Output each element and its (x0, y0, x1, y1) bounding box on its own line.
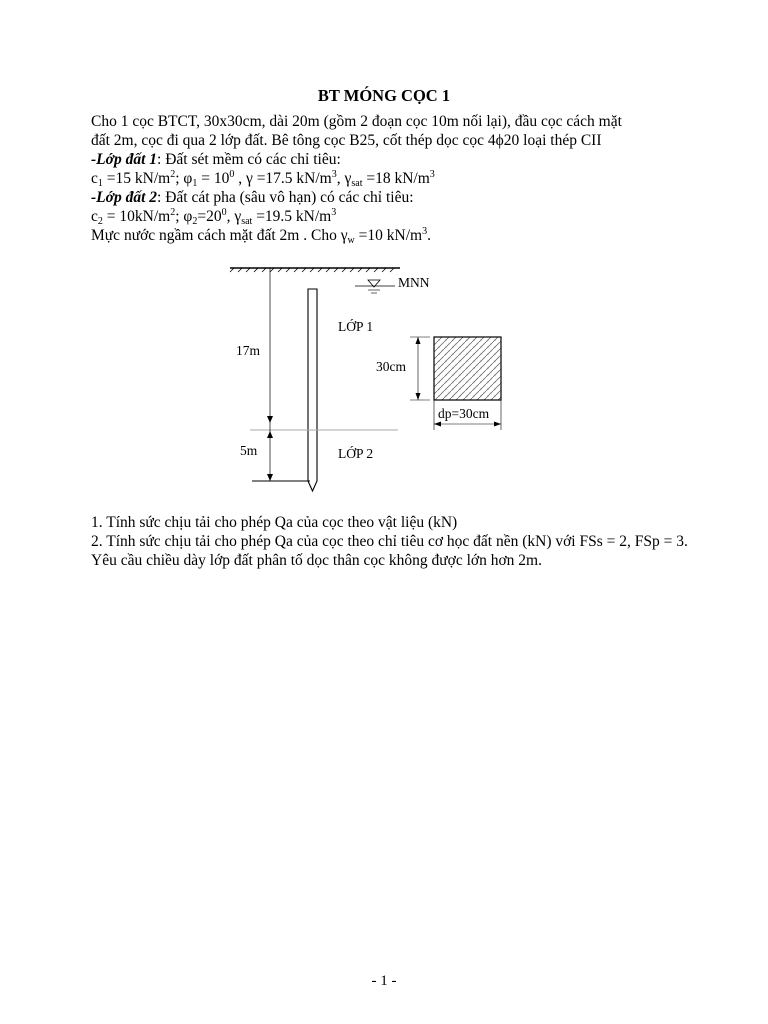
layer-1-parameters (91, 169, 691, 188)
gsat1-symbol: , γ (336, 170, 352, 187)
c2-subscript: 2 (97, 216, 103, 227)
intro-line-2: đất 2m, cọc đi qua 2 lớp đất. Bê tông cọc B25, cốt thép dọc cọc 4ϕ20 loại thép CII (91, 132, 602, 149)
task-item-1: 1. Tính sức chịu tải cho phép Qa của cọc theo vật liệu (kN) (91, 514, 458, 531)
phi2-symbol: ; φ (175, 208, 193, 225)
problem-statement (91, 112, 691, 245)
gsat1-exponent: 3 (429, 169, 435, 180)
gamma1-value: , γ =17.5 kN/m (234, 170, 332, 187)
layer-2-parameters (91, 207, 691, 226)
gsat1-subscript: sat (351, 178, 363, 189)
mnn-label: MNN (398, 275, 430, 290)
groundwater-end: . (427, 227, 431, 244)
layer-2-description: : Đất cát pha (sâu vô hạn) có các chỉ tiêu: (157, 189, 414, 206)
page-number: - 1 - (371, 973, 397, 989)
layer-1-heading (91, 150, 691, 169)
depth-dimension-5m (252, 430, 310, 481)
task-list (91, 513, 691, 570)
c2-value: = 10kN/m (102, 208, 171, 225)
task-item-3: Yêu cầu chiều dày lớp đất phân tố dọc thân cọc không được lớn hơn 2m. (91, 552, 542, 569)
groundwater-line (91, 226, 691, 245)
depth-dimension-17m (267, 268, 273, 430)
ground-surface (230, 268, 400, 272)
gamma-w-subscript: w (347, 235, 355, 246)
c1-symbol: c (91, 170, 98, 187)
phi2-value: =20 (197, 208, 222, 225)
layer-2-tag: -Lớp đất 2 (91, 189, 158, 206)
pile-diagram (220, 258, 520, 498)
layer-1-label: LỚP 1 (338, 319, 374, 334)
layer-1-tag: -Lớp đất 1 (91, 151, 158, 168)
c1-subscript: 1 (97, 178, 103, 189)
phi2-subscript: 2 (192, 216, 198, 227)
section-width-label: dp=30cm (438, 406, 490, 421)
depth-label-5m: 5m (240, 443, 258, 458)
gamma1-exponent: 3 (331, 169, 337, 180)
intro-line-1: Cho 1 cọc BTCT, 30x30cm, dài 20m (gồm 2 đoạn cọc 10m nối lại), đầu cọc cách mặt (91, 113, 622, 130)
phi1-subscript: 1 (192, 178, 198, 189)
groundwater-text: Mực nước ngầm cách mặt đất 2m . Cho γ (91, 227, 348, 244)
task-item-2: 2. Tính sức chịu tải cho phép Qa của cọc theo chỉ tiêu cơ học đất nền (kN) với FSs = 2, FSp = 3. (91, 533, 688, 550)
pile (308, 289, 317, 491)
phi1-exponent: 0 (229, 169, 235, 180)
pile-cross-section (434, 337, 501, 400)
c1-exponent: 2 (170, 169, 176, 180)
gsat2-symbol: , γ (226, 208, 242, 225)
layer-1-description: : Đất sét mềm có các chỉ tiêu: (157, 151, 341, 168)
gsat2-value: =19.5 kN/m (252, 208, 332, 225)
c2-exponent: 2 (170, 207, 176, 218)
gamma-w-exponent: 3 (422, 226, 428, 237)
depth-label-17m: 17m (236, 343, 261, 358)
gsat2-exponent: 3 (331, 207, 337, 218)
phi1-value: = 10 (197, 170, 230, 187)
gsat1-value: =18 kN/m (362, 170, 430, 187)
gsat2-subscript: sat (241, 216, 253, 227)
layer-2-label: LỚP 2 (338, 446, 374, 461)
section-height-dimension (410, 337, 430, 400)
phi1-symbol: ; φ (175, 170, 193, 187)
c1-value: =15 kN/m (102, 170, 171, 187)
water-table-symbol (355, 280, 395, 293)
section-side-label: 30cm (376, 359, 406, 374)
layer-2-heading (91, 188, 691, 207)
c2-symbol: c (91, 208, 98, 225)
gamma-w-value: =10 kN/m (354, 227, 423, 244)
phi2-exponent: 0 (221, 207, 227, 218)
page-title: BT MÓNG CỌC 1 (317, 86, 451, 105)
